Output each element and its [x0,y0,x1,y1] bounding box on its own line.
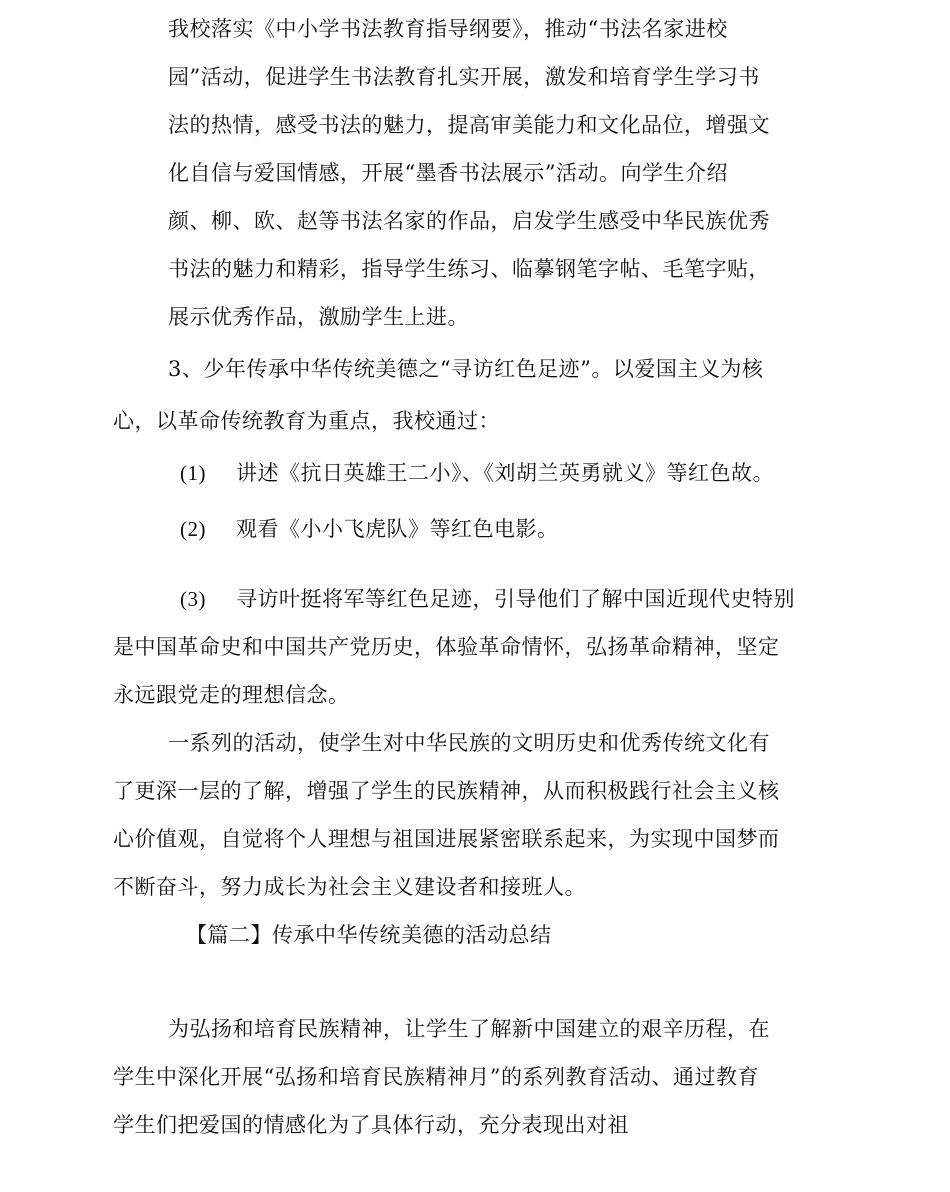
section-heading-line: 3、少年传承中华传统美德之“寻访红色足迹”。以爱国主义为核 [168,357,764,381]
paragraph-line: 学生中深化开展“弘扬和培育民族精神月”的系列教育活动、通过教育 [113,1065,759,1089]
paragraph-line: 为弘扬和培育民族精神，让学生了解新中国建立的艰辛历程，在 [168,1017,770,1041]
paragraph-line: 化自信与爱国情感，开展“墨香书法展示”活动。向学生介绍 [168,161,728,185]
paragraph-line: 不断奋斗，努力成长为社会主义建设者和接班人。 [113,875,586,899]
list-item-text: 寻访叶挺将军等红色足迹，引导他们了解中国近现代史特别 [236,587,795,611]
paragraph-line: 心价值观，自觉将个人理想与祖国进展紧密联系起来，为实现中国梦而 [113,827,780,851]
paragraph-line: 展示优秀作品，激励学生上进。 [168,305,469,329]
list-item [180,514,559,544]
list-number: (1) [180,461,206,485]
list-item-text: 观看《小小飞虎队》等红色电影。 [236,517,559,541]
section-heading: 【篇二】传承中华传统美德的活动总结 [186,923,552,947]
list-item [180,584,795,614]
paragraph-line: 一系列的活动，使学生对中华民族的文明历史和优秀传统文化有 [168,731,770,755]
paragraph-line: 颜、柳、欧、赵等书法名家的作品，启发学生感受中华民族优秀 [168,209,770,233]
paragraph-line: 永远跟党走的理想信念。 [113,683,350,707]
paragraph-line: 了更深一层的了解，增强了学生的民族精神，从而积极践行社会主义核 [113,779,780,803]
paragraph-line: 学生们把爱国的情感化为了具体行动，充分表现出对祖 [113,1113,629,1137]
list-number: (2) [180,517,206,541]
paragraph-line: 我校落实《中小学书法教育指导纲要》，推动“书法名家进校 [168,17,728,41]
paragraph-line: 书法的魅力和精彩，指导学生练习、临摹钢笔字帖、毛笔字贴， [168,257,770,281]
list-item [180,458,774,488]
paragraph-line: 法的热情，感受书法的魅力，提高审美能力和文化品位，增强文 [168,113,770,137]
paragraph-line: 心，以革命传统教育为重点，我校通过： [113,409,500,433]
paragraph-line: 是中国革命史和中国共产党历史，体验革命情怀，弘扬革命精神，坚定 [113,635,780,659]
list-number: (3) [180,587,206,611]
list-item-text: 讲述《抗日英雄王二小》、《刘胡兰英勇就义》等红色故。 [236,461,774,485]
paragraph-line: 园”活动，促进学生书法教育扎实开展，激发和培育学生学习书 [168,65,760,89]
